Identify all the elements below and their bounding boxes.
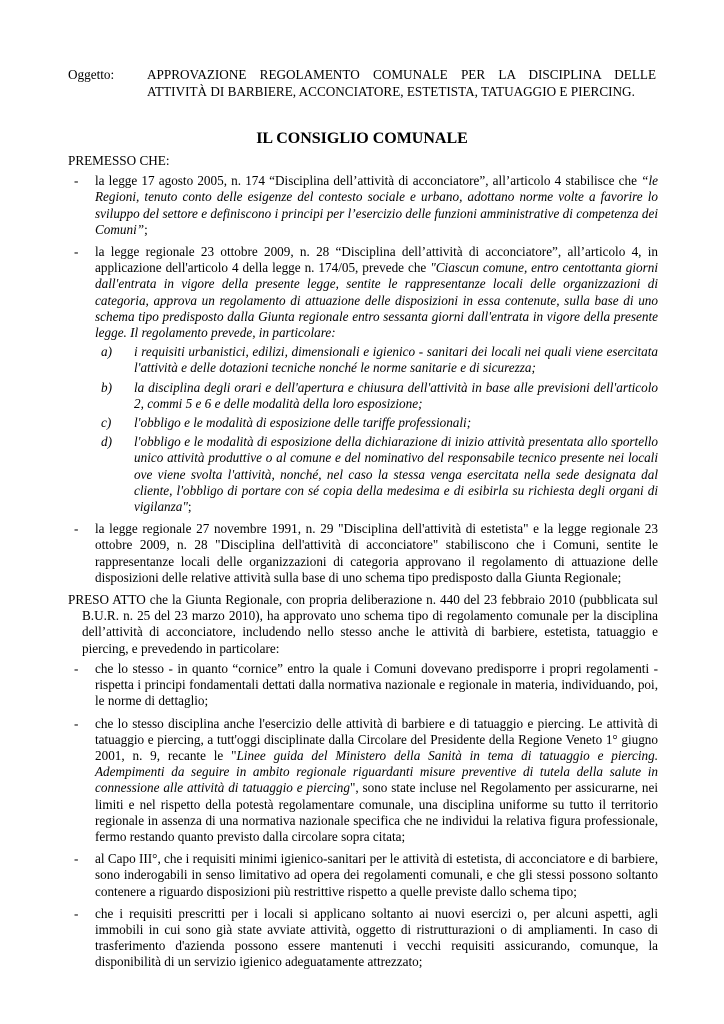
preso-atto-paragraph: PRESO ATTO che la Giunta Regionale, con propria deliberazione n. 440 del 23 febbraio 2010 (pubblicata sul B.U.R. n. 25 del 23 marzo 2010), ha approvato uno schema tipo di regolamento comunale per la disciplina dell’attività di acconciatore, includendo nello stesso anche le attività di barbiere, estetista, tatuaggio e piercing, e prevedendo in particolare: — [68, 592, 658, 656]
subject-line-2: ATTIVITÀ DI BARBIERE, ACCONCIATORE, ESTETISTA, TATUAGGIO E PIERCING. — [147, 84, 635, 99]
list-item: - che i requisiti prescritti per i locali si applicano soltanto ai nuovi esercizi o, per alcuni aspetti, agli immobili in cui sono già state avviate attività, oggetto di ristrutturazioni o di ampliamenti. In caso di trasferimento d'azienda possono essere mantenuti i vecchi requisiti assicurando, comunque, la disponibilità di un servizio igienico adeguatamente attrezzato; — [68, 906, 658, 971]
subject-line-1: APPROVAZIONE REGOLAMENTO COMUNALE PER LA DISCIPLINA DELLE — [147, 67, 656, 82]
list-item: - che lo stesso disciplina anche l'esercizio delle attività di barbiere e di tatuaggio e piercing. Le attività di tatuaggio e piercing, a tutt'oggi disciplinate dalla Circolare del Presidente della Regione Veneto 1° giugno 2001, n. 9, recante le "Linee guida del Ministero della Sanità in tema di tatuaggio e piercing. Adempimenti da seguire in ambito regionale riguardanti misure preventive di tutela della salute in connessione alle attività di tatuaggio e piercing", sono state incluse nel Regolamento per assicurarne, nei limiti e nel rispetto della potestà regolamentare comunale, una disciplina uniforme su tutto il territorio regionale in assenza di una normativa nazionale specifica che ne individui la relativa figura professionale, fermo restando quanto previsto dalla circolare sopra citata; — [68, 716, 658, 846]
sub-list-item: a) i requisiti urbanistici, edilizi, dimensionali e igienico - sanitari dei locali nei quali viene esercitata l'attività e delle dotazioni tecniche nonché le norme sanitarie e di sicurezza; — [101, 344, 658, 376]
list-item: - la legge 17 agosto 2005, n. 174 “Disciplina dell’attività di acconciatore”, all’articolo 4 stabilisce che “le Regioni, tenuto conto delle esigenze del contesto sociale e urbano, adottano norme volte a favorire lo sviluppo del settore e definiscono i principi per l’esercizio delle funzioni amministrative di competenza dei Comuni”; — [68, 173, 658, 238]
page-title: IL CONSIGLIO COMUNALE — [256, 130, 468, 147]
premesso-list — [68, 173, 658, 586]
sub-list-item: b) la disciplina degli orari e dell'apertura e chiusura dell'attività in base alle previsioni dell'articolo 2, commi 5 e 6 e delle modalità della loro esposizione; — [101, 379, 658, 411]
sub-list — [95, 344, 658, 515]
subject-label: Oggetto: — [68, 67, 115, 82]
list-item: - che lo stesso - in quanto “cornice” entro la quale i Comuni dovevano predisporre i propri regolamenti - rispetta i principi fondamentali dettati dalla normativa nazionale e regionale in materia, individuando, poi, le norme di dettaglio; — [68, 661, 658, 710]
list-item: - la legge regionale 23 ottobre 2009, n. 28 “Disciplina dell’attività di acconciatore”, all’articolo 4, in applicazione dell'articolo 4 della legge n. 174/05, prevede che "Ciascun comune, entro centottanta giorni dall'entrata in vigore della presente legge, sentite le rappresentanze locali delle organizzazioni di categoria, approva un regolamento di attuazione delle disposizioni in essa contenute, sulla base di uno schema tipo predisposto dalla Giunta regionale entro sessanta giorni dall'entrata in vigore della presente legge. Il regolamento prevede, in particolare: a) i requisiti urbanistici, edilizi, dimensionali e igienico - sanitari dei locali nei quali viene esercitata l'attività e delle dotazioni tecniche nonché le norme sanitarie e di sicurezza; b) la disciplina degli orari e dell'apertura e chiusura dell'attività in base alle previsioni dell'articolo 2, commi 5 e 6 e delle modalità della loro esposizione; c) l'obbligo e le modalità di esposizione delle tariffe professionali; d) l'obbligo e le modalità di esposizione della dichiarazione di inizio attività presentata allo sportello unico attività produttive o al comune e del nominativo del responsabile tecnico presente nei locali ove viene svolta l'attività, nonché, nel caso la stessa venga esercitata nella sede designata dal cliente, l'obbligo di portare con sé copia della medesima e di esibirla su richiesta degli organi di vigilanza"; — [68, 244, 658, 515]
premesso-heading: PREMESSO CHE: — [68, 153, 170, 168]
document-body — [68, 153, 658, 977]
list-item: - la legge regionale 27 novembre 1991, n. 29 "Disciplina dell'attività di estetista" e la legge regionale 23 ottobre 2009, n. 28 "Disciplina dell'attività di acconciatore" stabiliscono che i Comuni, sentite le rappresentanze locali delle organizzazioni di categoria approvano il regolamento di attuazione delle disposizioni delle relative attività sulla base di uno schema tipo predisposto dalla Giunta Regionale; — [68, 521, 658, 586]
sub-list-item: c) l'obbligo e le modalità di esposizione delle tariffe professionali; — [101, 415, 472, 431]
subject-text — [147, 66, 656, 100]
preso-atto-list — [68, 661, 658, 971]
list-item: - al Capo III°, che i requisiti minimi igienico-sanitari per le attività di estetista, di acconciatore e di barbiere, sono inderogabili in senso limitativo ad opera dei regolamenti comunali, e che gli stessi possono soltanto contenere a riguardo disposizioni più restrittive rispetto a quelle previste dallo schema tipo; — [68, 851, 658, 900]
sub-list-item: d) l'obbligo e le modalità di esposizione della dichiarazione di inizio attività presentata allo sportello unico attività produttive o al comune e del nominativo del responsabile tecnico presente nei locali ove viene svolta l'attività, nonché, nel caso la stessa venga esercitata nella sede designata dal cliente, l'obbligo di portare con sé copia della medesima e di esibirla su richiesta degli organi di vigilanza"; — [101, 434, 658, 515]
